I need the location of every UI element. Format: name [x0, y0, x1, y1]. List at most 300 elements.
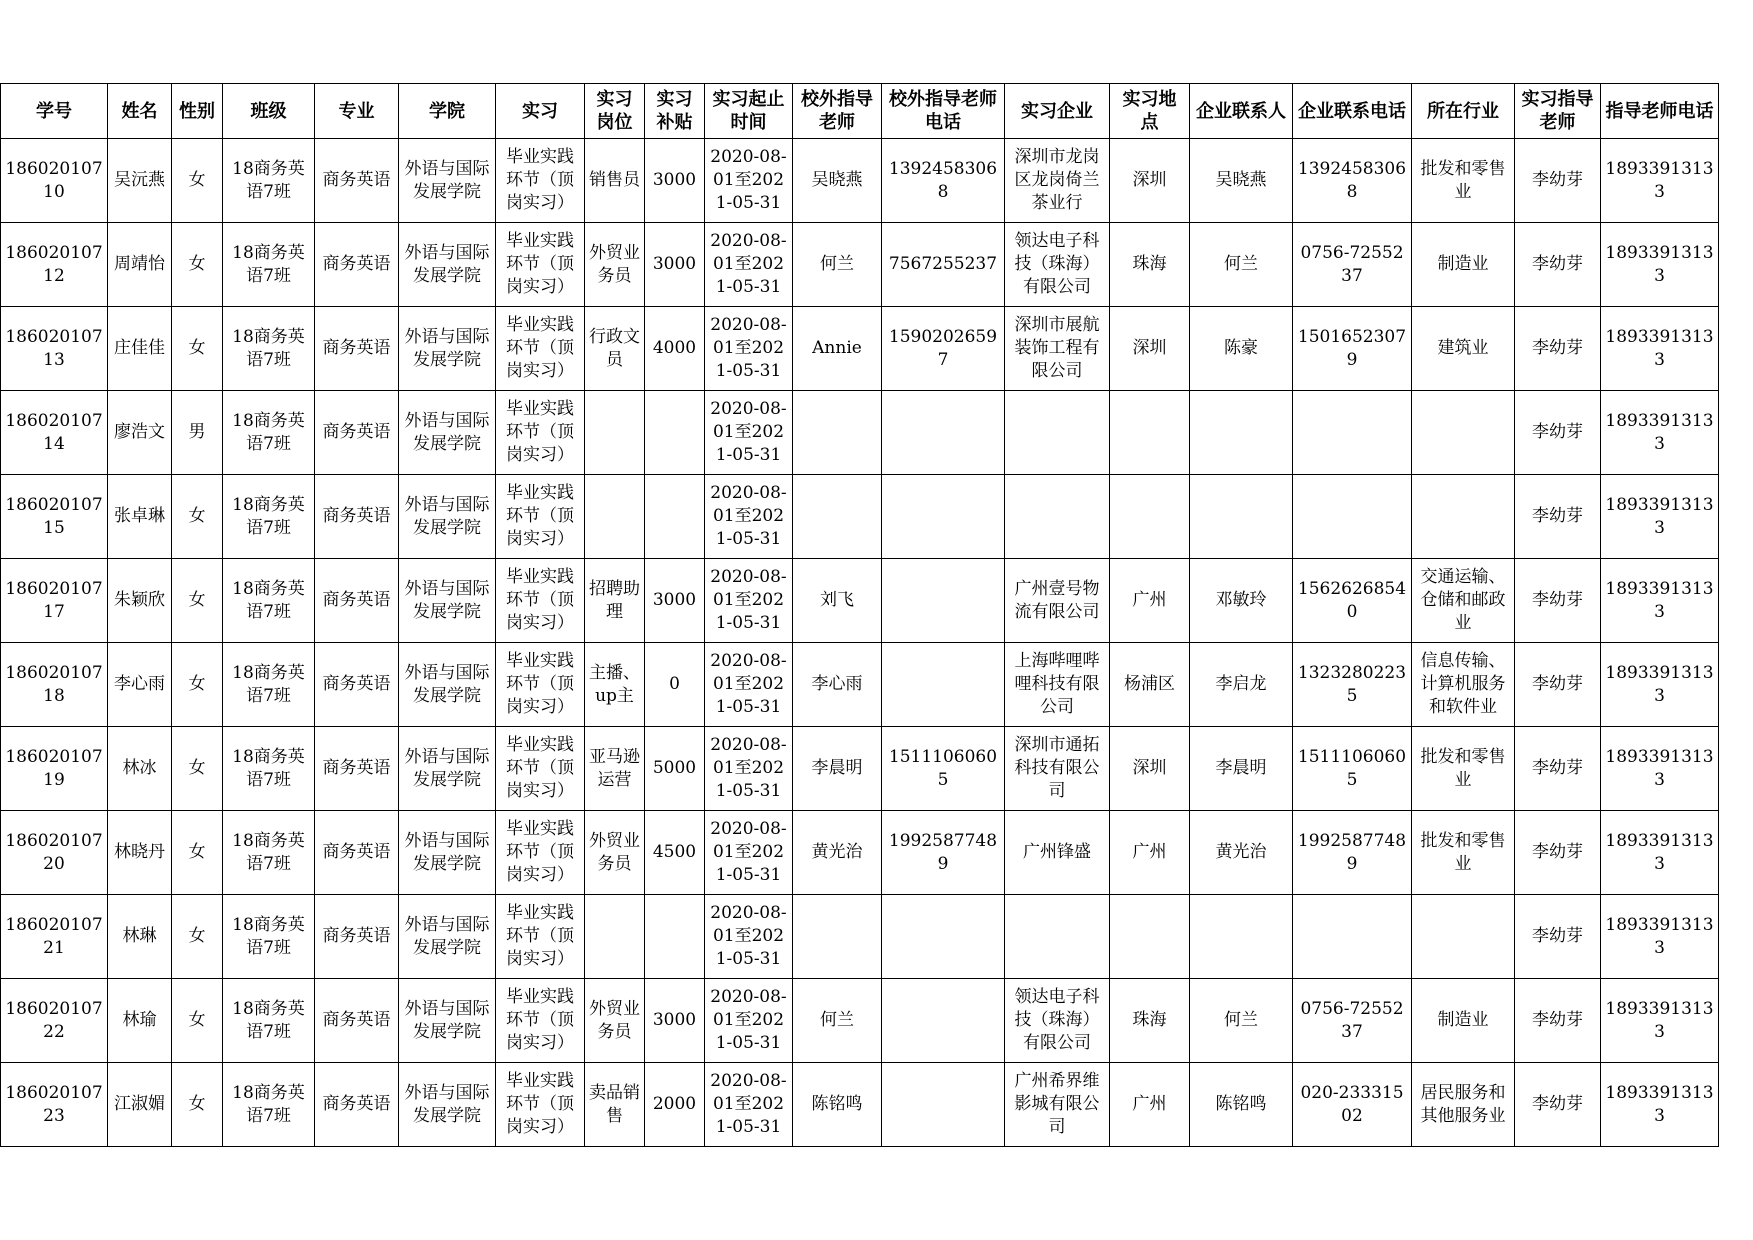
cell-college [399, 307, 496, 391]
cell-text: 女 [188, 506, 206, 526]
header-internship: 实习 [496, 84, 585, 139]
cell-text: 陈铭鸣 [811, 1094, 863, 1114]
header-class: 班级 [223, 84, 315, 139]
cell-student-id [1, 139, 108, 223]
cell-student-id [1, 559, 108, 643]
cell-external-mentor [793, 643, 882, 727]
cell-text: 林瑜 [122, 1010, 157, 1030]
cell-text: 江淑媚 [114, 1094, 165, 1114]
cell-internship [496, 727, 585, 811]
cell-period [705, 1063, 793, 1147]
table-row [1, 1063, 1719, 1147]
cell-position [585, 1063, 645, 1147]
cell-company-contact [1190, 559, 1293, 643]
cell-text: 主播、up主 [589, 662, 640, 706]
header-mentor: 实习指导老师 [1515, 84, 1601, 139]
cell-mentor-phone [1601, 139, 1719, 223]
cell-location [1110, 895, 1190, 979]
cell-period [705, 307, 793, 391]
cell-external-mentor-phone [882, 811, 1005, 895]
cell-text: 13924583068 [1297, 158, 1407, 202]
cell-location [1110, 559, 1190, 643]
header-industry: 所在行业 [1412, 84, 1515, 139]
cell-text: 李幼芽 [1532, 926, 1583, 946]
cell-text: 毕业实践环节（顶岗实习） [506, 651, 574, 717]
table-row [1, 727, 1719, 811]
cell-period [705, 643, 793, 727]
cell-location [1110, 979, 1190, 1063]
cell-external-mentor [793, 895, 882, 979]
header-name: 姓名 [108, 84, 172, 139]
cell-text: 李幼芽 [1532, 338, 1583, 358]
cell-period [705, 727, 793, 811]
cell-text: 2020-08-01至2021-05-31 [710, 651, 787, 717]
cell-text: 18933913133 [1605, 998, 1714, 1042]
cell-external-mentor-phone [882, 559, 1005, 643]
cell-student-id [1, 391, 108, 475]
cell-text: 陈铭鸣 [1215, 1094, 1267, 1114]
cell-major [315, 1063, 399, 1147]
cell-gender [172, 307, 223, 391]
cell-text: 广州 [1132, 842, 1167, 862]
cell-external-mentor [793, 475, 882, 559]
cell-text: 毕业实践环节（顶岗实习） [506, 819, 574, 885]
cell-text: 林琳 [122, 926, 157, 946]
cell-text: 外语与国际发展学院 [404, 326, 490, 370]
cell-position [585, 223, 645, 307]
cell-mentor-phone [1601, 643, 1719, 727]
cell-text: 广州锋盛 [1023, 842, 1091, 862]
cell-mentor-phone [1601, 727, 1719, 811]
cell-text: 15111060605 [888, 746, 998, 790]
cell-text: 批发和零售业 [1420, 830, 1506, 874]
cell-mentor [1515, 475, 1601, 559]
cell-text: 外语与国际发展学院 [404, 998, 490, 1042]
cell-position [585, 391, 645, 475]
cell-text: 18933913133 [1605, 326, 1714, 370]
cell-student-id [1, 223, 108, 307]
cell-text: 制造业 [1437, 254, 1489, 274]
cell-text: 18商务英语7班 [232, 914, 305, 958]
cell-text: 18商务英语7班 [232, 746, 305, 790]
cell-text: 2020-08-01至2021-05-31 [710, 567, 787, 633]
cell-text: 外语与国际发展学院 [404, 830, 490, 874]
cell-mentor [1515, 559, 1601, 643]
cell-text: 18商务英语7班 [232, 1082, 305, 1126]
cell-name [108, 475, 172, 559]
cell-text: 女 [188, 758, 206, 778]
cell-name [108, 559, 172, 643]
cell-college [399, 475, 496, 559]
cell-location [1110, 223, 1190, 307]
cell-text: 18602010713 [5, 326, 103, 370]
cell-text: 林冰 [122, 758, 157, 778]
cell-text: 何兰 [820, 1010, 854, 1030]
table-body [1, 139, 1719, 1147]
cell-mentor [1515, 139, 1601, 223]
cell-subsidy [645, 559, 705, 643]
cell-text: 商务英语 [322, 1094, 391, 1114]
cell-major [315, 727, 399, 811]
cell-text: 女 [188, 170, 206, 190]
cell-text: 18602010710 [5, 158, 103, 202]
cell-company-phone [1293, 475, 1412, 559]
cell-class [223, 139, 315, 223]
cell-subsidy [645, 223, 705, 307]
cell-text: 18933913133 [1605, 494, 1714, 538]
cell-text: 18933913133 [1605, 662, 1714, 706]
cell-class [223, 727, 315, 811]
cell-text: 女 [188, 1010, 206, 1030]
cell-text: 领达电子科技（珠海）有限公司 [1014, 987, 1100, 1053]
cell-gender [172, 391, 223, 475]
cell-industry [1412, 475, 1515, 559]
cell-location [1110, 475, 1190, 559]
cell-company-phone [1293, 559, 1412, 643]
table-row [1, 559, 1719, 643]
cell-gender [172, 811, 223, 895]
cell-text: 毕业实践环节（顶岗实习） [506, 903, 574, 969]
cell-text: 外贸业务员 [589, 242, 640, 286]
cell-name [108, 1063, 172, 1147]
cell-text: 2020-08-01至2021-05-31 [710, 315, 787, 381]
cell-text: 李幼芽 [1532, 758, 1583, 778]
cell-mentor [1515, 979, 1601, 1063]
cell-text: 0756-7255237 [1300, 242, 1404, 286]
cell-text: 020-23331502 [1300, 1082, 1404, 1126]
cell-text: 3000 [652, 590, 697, 610]
cell-text: 18商务英语7班 [232, 578, 305, 622]
cell-location [1110, 811, 1190, 895]
cell-text: 吴沅燕 [114, 170, 165, 190]
cell-name [108, 307, 172, 391]
cell-text: 18602010712 [5, 242, 103, 286]
cell-company [1005, 559, 1110, 643]
cell-class [223, 1063, 315, 1147]
table-row [1, 223, 1719, 307]
cell-text: 18商务英语7班 [232, 494, 305, 538]
cell-internship [496, 391, 585, 475]
cell-text: 3000 [652, 254, 697, 274]
cell-text: 女 [188, 338, 206, 358]
cell-text: 18商务英语7班 [232, 158, 305, 202]
cell-text: 2020-08-01至2021-05-31 [710, 819, 787, 885]
cell-text: 18商务英语7班 [232, 326, 305, 370]
cell-text: 3000 [652, 170, 697, 190]
cell-text: 吴晓燕 [1215, 170, 1267, 190]
table-row [1, 643, 1719, 727]
header-position: 实习岗位 [585, 84, 645, 139]
cell-text: 男 [188, 422, 206, 442]
cell-text: 销售员 [589, 170, 640, 190]
cell-external-mentor [793, 391, 882, 475]
cell-internship [496, 223, 585, 307]
cell-text: 2000 [652, 1094, 697, 1114]
cell-text: 18602010722 [5, 998, 103, 1042]
cell-text: 外语与国际发展学院 [404, 746, 490, 790]
cell-text: 李幼芽 [1532, 674, 1583, 694]
cell-text: 李幼芽 [1532, 170, 1583, 190]
cell-text: 女 [188, 926, 206, 946]
cell-subsidy [645, 895, 705, 979]
cell-student-id [1, 1063, 108, 1147]
cell-company-contact [1190, 979, 1293, 1063]
cell-text: 2020-08-01至2021-05-31 [710, 483, 787, 549]
cell-text: 女 [188, 1094, 206, 1114]
cell-company [1005, 811, 1110, 895]
cell-major [315, 223, 399, 307]
cell-major [315, 979, 399, 1063]
cell-mentor [1515, 895, 1601, 979]
cell-subsidy [645, 391, 705, 475]
cell-text: 18933913133 [1605, 1082, 1714, 1126]
cell-company [1005, 1063, 1110, 1147]
cell-text: 13924583068 [888, 158, 998, 202]
cell-external-mentor [793, 979, 882, 1063]
cell-text: 18商务英语7班 [232, 830, 305, 874]
cell-text: 深圳 [1132, 170, 1167, 190]
cell-text: 15111060605 [1297, 746, 1407, 790]
cell-text: 深圳市龙岗区龙岗倚兰茶业行 [1014, 147, 1100, 213]
cell-text: 15016523079 [1297, 326, 1407, 370]
table-row [1, 139, 1719, 223]
cell-subsidy [645, 727, 705, 811]
cell-mentor-phone [1601, 391, 1719, 475]
cell-mentor [1515, 307, 1601, 391]
cell-text: 18933913133 [1605, 746, 1714, 790]
cell-text: 2020-08-01至2021-05-31 [710, 1071, 787, 1137]
cell-external-mentor-phone [882, 643, 1005, 727]
table-row [1, 895, 1719, 979]
cell-position [585, 979, 645, 1063]
cell-period [705, 559, 793, 643]
cell-text: 上海哔哩哔哩科技有限公司 [1014, 651, 1100, 717]
internship-table [0, 83, 1719, 1147]
cell-internship [496, 811, 585, 895]
cell-company-contact [1190, 643, 1293, 727]
cell-text: 2020-08-01至2021-05-31 [710, 735, 787, 801]
cell-mentor-phone [1601, 895, 1719, 979]
cell-name [108, 139, 172, 223]
cell-name [108, 811, 172, 895]
cell-text: 李幼芽 [1532, 1010, 1583, 1030]
cell-period [705, 979, 793, 1063]
cell-company-contact [1190, 727, 1293, 811]
cell-text: 广州 [1132, 1094, 1167, 1114]
cell-class [223, 559, 315, 643]
cell-text: 商务英语 [322, 1010, 391, 1030]
cell-gender [172, 727, 223, 811]
cell-college [399, 895, 496, 979]
cell-major [315, 307, 399, 391]
cell-internship [496, 307, 585, 391]
cell-text: 庄佳佳 [114, 338, 165, 358]
cell-text: 5000 [652, 758, 697, 778]
cell-position [585, 895, 645, 979]
cell-company-contact [1190, 139, 1293, 223]
cell-company [1005, 475, 1110, 559]
cell-text: 李晨明 [1215, 758, 1267, 778]
cell-internship [496, 643, 585, 727]
cell-industry [1412, 391, 1515, 475]
cell-college [399, 811, 496, 895]
cell-student-id [1, 895, 108, 979]
cell-company-phone [1293, 139, 1412, 223]
cell-text: 外语与国际发展学院 [404, 914, 490, 958]
cell-location [1110, 643, 1190, 727]
cell-mentor-phone [1601, 559, 1719, 643]
cell-class [223, 223, 315, 307]
cell-external-mentor [793, 307, 882, 391]
cell-text: 招聘助理 [589, 578, 640, 622]
cell-text: 批发和零售业 [1420, 158, 1506, 202]
cell-text: 18商务英语7班 [232, 998, 305, 1042]
cell-text: 黄光治 [1215, 842, 1267, 862]
cell-text: 商务英语 [322, 338, 391, 358]
cell-major [315, 811, 399, 895]
cell-mentor [1515, 1063, 1601, 1147]
cell-subsidy [645, 307, 705, 391]
cell-text: 刘飞 [820, 590, 854, 610]
cell-text: 毕业实践环节（顶岗实习） [506, 315, 574, 381]
cell-position [585, 307, 645, 391]
cell-company [1005, 391, 1110, 475]
cell-text: 何兰 [1224, 254, 1258, 274]
cell-company [1005, 979, 1110, 1063]
cell-text: 黄光治 [811, 842, 863, 862]
cell-company-contact [1190, 895, 1293, 979]
cell-external-mentor-phone [882, 979, 1005, 1063]
cell-external-mentor [793, 139, 882, 223]
cell-text: 15902026597 [888, 326, 998, 370]
cell-period [705, 139, 793, 223]
cell-subsidy [645, 475, 705, 559]
cell-position [585, 811, 645, 895]
cell-student-id [1, 475, 108, 559]
cell-location [1110, 727, 1190, 811]
cell-gender [172, 895, 223, 979]
table-row [1, 811, 1719, 895]
cell-text: 18933913133 [1605, 578, 1714, 622]
cell-location [1110, 1063, 1190, 1147]
cell-position [585, 139, 645, 223]
cell-mentor-phone [1601, 475, 1719, 559]
header-company-contact: 企业联系人 [1190, 84, 1293, 139]
cell-text: 18602010717 [5, 578, 103, 622]
cell-college [399, 727, 496, 811]
cell-location [1110, 391, 1190, 475]
cell-company-contact [1190, 223, 1293, 307]
cell-gender [172, 979, 223, 1063]
table-row [1, 391, 1719, 475]
cell-mentor-phone [1601, 1063, 1719, 1147]
cell-text: 广州 [1132, 590, 1167, 610]
cell-position [585, 727, 645, 811]
cell-major [315, 895, 399, 979]
cell-industry [1412, 223, 1515, 307]
cell-text: 18商务英语7班 [232, 662, 305, 706]
header-gender: 性别 [172, 84, 223, 139]
cell-text: 2020-08-01至2021-05-31 [710, 399, 787, 465]
cell-external-mentor [793, 811, 882, 895]
cell-text: 李启龙 [1215, 674, 1267, 694]
cell-text: 13232802235 [1297, 662, 1407, 706]
header-external-mentor: 校外指导老师 [793, 84, 882, 139]
cell-text: 商务英语 [322, 590, 391, 610]
cell-text: 商务英语 [322, 674, 391, 694]
cell-student-id [1, 643, 108, 727]
cell-external-mentor-phone [882, 307, 1005, 391]
cell-company [1005, 727, 1110, 811]
cell-period [705, 391, 793, 475]
header-company-phone: 企业联系电话 [1293, 84, 1412, 139]
cell-text: 李幼芽 [1532, 842, 1583, 862]
cell-subsidy [645, 643, 705, 727]
header-external-mentor-phone: 校外指导老师电话 [882, 84, 1005, 139]
cell-text: 商务英语 [322, 422, 391, 442]
cell-period [705, 475, 793, 559]
cell-text: 杨浦区 [1124, 674, 1175, 694]
cell-text: 2020-08-01至2021-05-31 [710, 147, 787, 213]
cell-text: 制造业 [1437, 1010, 1489, 1030]
cell-text: 深圳市展航装饰工程有限公司 [1014, 315, 1100, 381]
cell-text: 陈豪 [1224, 338, 1258, 358]
cell-text: 外语与国际发展学院 [404, 578, 490, 622]
cell-major [315, 643, 399, 727]
cell-major [315, 139, 399, 223]
cell-text: 7567255237 [888, 254, 998, 274]
cell-name [108, 223, 172, 307]
cell-company-phone [1293, 643, 1412, 727]
cell-text: 商务英语 [322, 254, 391, 274]
cell-text: 18602010719 [5, 746, 103, 790]
cell-company-phone [1293, 223, 1412, 307]
cell-position [585, 475, 645, 559]
cell-text: 商务英语 [322, 506, 391, 526]
cell-text: 毕业实践环节（顶岗实习） [506, 987, 574, 1053]
cell-external-mentor [793, 559, 882, 643]
cell-company [1005, 223, 1110, 307]
cell-text: 外语与国际发展学院 [404, 494, 490, 538]
cell-external-mentor [793, 223, 882, 307]
cell-text: 李幼芽 [1532, 422, 1583, 442]
cell-text: 深圳市通拓科技有限公司 [1014, 735, 1100, 801]
cell-company-phone [1293, 979, 1412, 1063]
cell-subsidy [645, 979, 705, 1063]
cell-position [585, 559, 645, 643]
header-row [1, 84, 1719, 139]
cell-text: 0 [669, 674, 680, 694]
cell-text: 李心雨 [114, 674, 165, 694]
cell-text: 18933913133 [1605, 410, 1714, 454]
cell-text: 毕业实践环节（顶岗实习） [506, 231, 574, 297]
cell-industry [1412, 811, 1515, 895]
cell-text: 女 [188, 842, 206, 862]
cell-text: 毕业实践环节（顶岗实习） [506, 147, 574, 213]
cell-text: Annie [812, 338, 862, 358]
cell-external-mentor-phone [882, 139, 1005, 223]
cell-text: 广州希界维影城有限公司 [1014, 1071, 1100, 1137]
cell-college [399, 391, 496, 475]
cell-company [1005, 895, 1110, 979]
cell-text: 卖品销售 [589, 1082, 640, 1126]
cell-company [1005, 643, 1110, 727]
cell-college [399, 139, 496, 223]
cell-text: 李幼芽 [1532, 590, 1583, 610]
header-subsidy: 实习补贴 [645, 84, 705, 139]
cell-internship [496, 1063, 585, 1147]
cell-text: 居民服务和其他服务业 [1420, 1082, 1506, 1126]
